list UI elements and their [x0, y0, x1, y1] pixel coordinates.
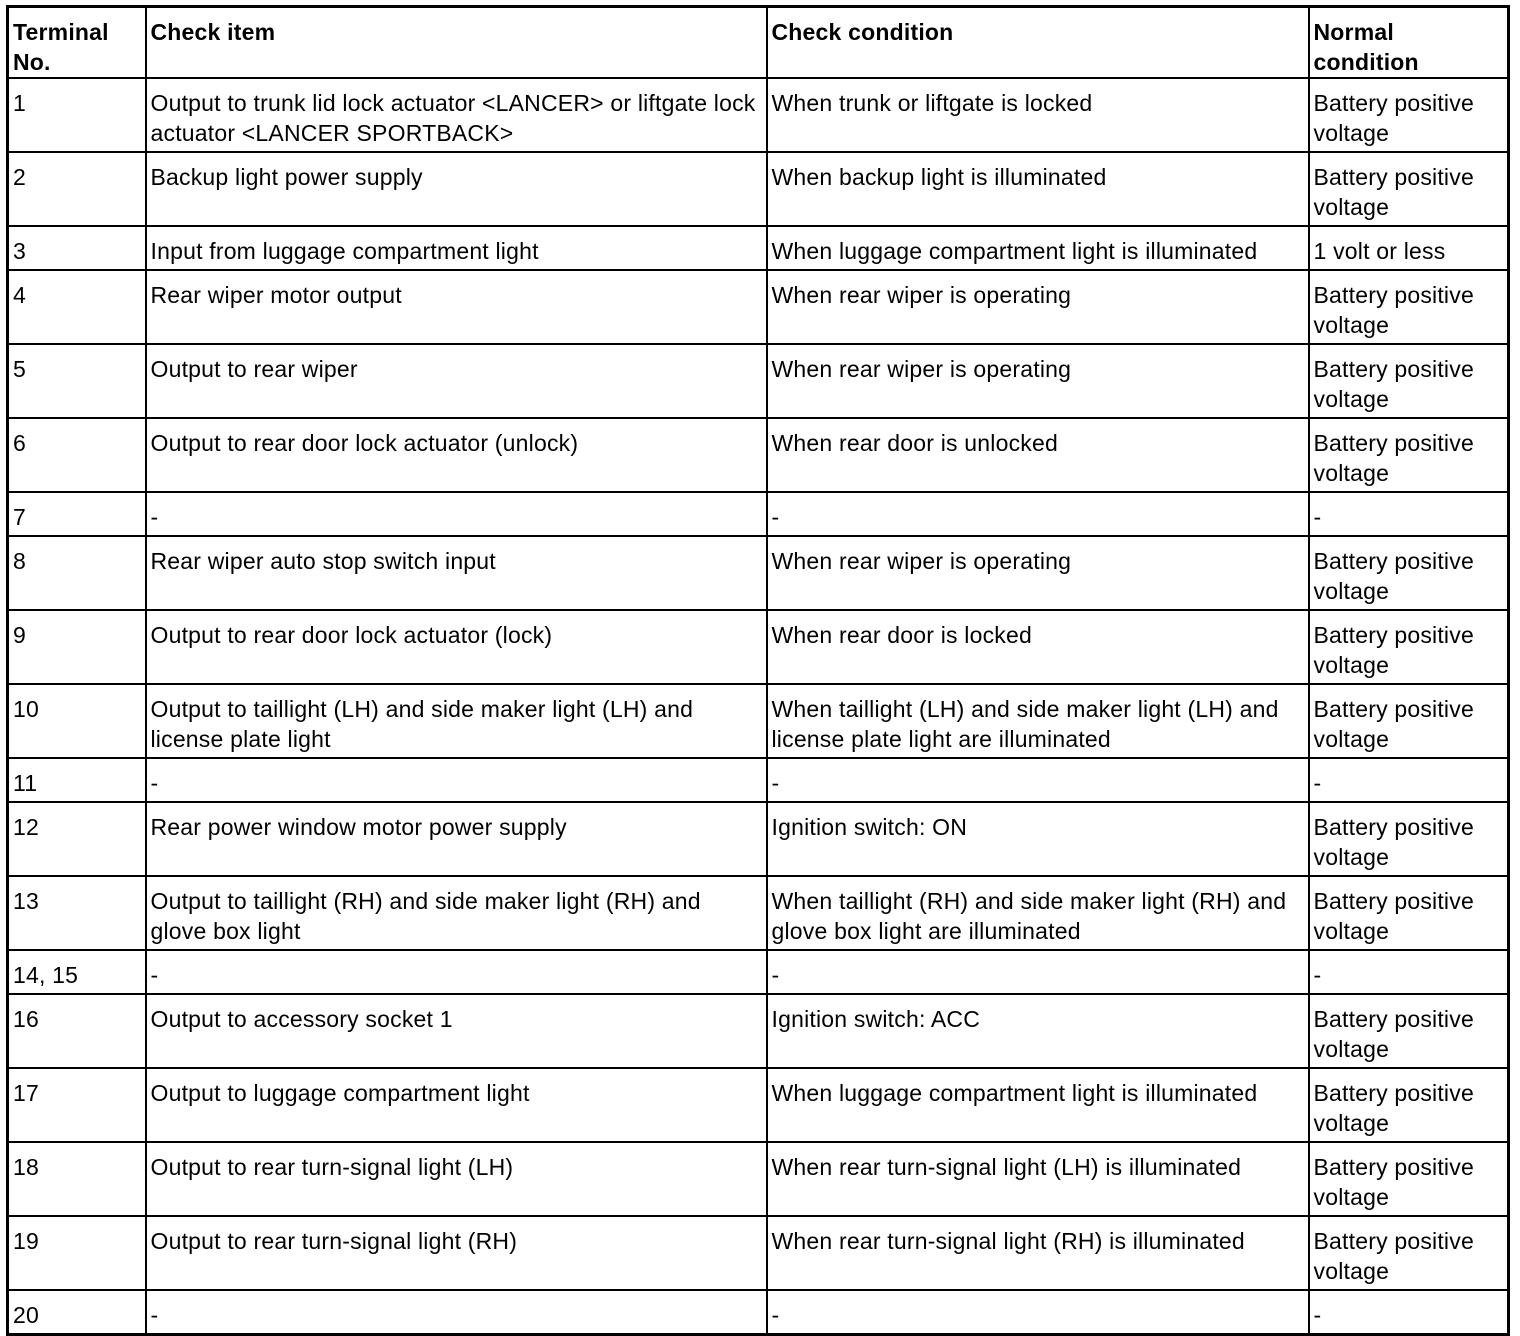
- cell-terminal: 7: [8, 492, 146, 536]
- table-row: [8, 1142, 1509, 1216]
- cell-check-item: Rear wiper auto stop switch input: [146, 536, 767, 610]
- cell-normal-condition: Battery positive voltage: [1309, 994, 1509, 1068]
- table-row: [8, 1290, 1509, 1335]
- cell-check-item: -: [146, 492, 767, 536]
- cell-check-item: -: [146, 950, 767, 994]
- table-row: [8, 1216, 1509, 1290]
- cell-normal-condition: Battery positive voltage: [1309, 78, 1509, 152]
- table-row: [8, 950, 1509, 994]
- cell-check-condition: -: [767, 492, 1309, 536]
- cell-terminal: 3: [8, 226, 146, 270]
- cell-terminal: 16: [8, 994, 146, 1068]
- cell-check-item: -: [146, 1290, 767, 1335]
- cell-terminal: 18: [8, 1142, 146, 1216]
- cell-check-item: Output to rear turn-signal light (LH): [146, 1142, 767, 1216]
- cell-check-condition: -: [767, 950, 1309, 994]
- cell-normal-condition: Battery positive voltage: [1309, 270, 1509, 344]
- cell-normal-condition: -: [1309, 1290, 1509, 1335]
- cell-normal-condition: Battery positive voltage: [1309, 418, 1509, 492]
- cell-check-condition: When rear wiper is operating: [767, 536, 1309, 610]
- cell-terminal: 13: [8, 876, 146, 950]
- table-row: [8, 802, 1509, 876]
- cell-normal-condition: -: [1309, 950, 1509, 994]
- cell-terminal: 20: [8, 1290, 146, 1335]
- table-row: [8, 610, 1509, 684]
- cell-terminal: 19: [8, 1216, 146, 1290]
- cell-normal-condition: Battery positive voltage: [1309, 1068, 1509, 1142]
- cell-normal-condition: Battery positive voltage: [1309, 876, 1509, 950]
- cell-check-item: Rear wiper motor output: [146, 270, 767, 344]
- cell-normal-condition: 1 volt or less: [1309, 226, 1509, 270]
- table-row: [8, 994, 1509, 1068]
- cell-check-item: Output to trunk lid lock actuator <LANCER> or liftgate lock actuator <LANCER SPORTBACK>: [146, 78, 767, 152]
- cell-check-item: -: [146, 758, 767, 802]
- cell-check-condition: When rear turn-signal light (RH) is illuminated: [767, 1216, 1309, 1290]
- cell-check-condition: Ignition switch: ON: [767, 802, 1309, 876]
- cell-check-item: Backup light power supply: [146, 152, 767, 226]
- cell-normal-condition: Battery positive voltage: [1309, 684, 1509, 758]
- cell-terminal: 12: [8, 802, 146, 876]
- cell-check-condition: When rear wiper is operating: [767, 344, 1309, 418]
- cell-check-condition: When trunk or liftgate is locked: [767, 78, 1309, 152]
- cell-normal-condition: Battery positive voltage: [1309, 1216, 1509, 1290]
- table-row: [8, 78, 1509, 152]
- cell-normal-condition: Battery positive voltage: [1309, 610, 1509, 684]
- cell-check-condition: When backup light is illuminated: [767, 152, 1309, 226]
- table-header-row: [8, 7, 1509, 79]
- table-row: [8, 758, 1509, 802]
- cell-check-item: Output to rear door lock actuator (unlock): [146, 418, 767, 492]
- cell-terminal: 17: [8, 1068, 146, 1142]
- cell-normal-condition: Battery positive voltage: [1309, 802, 1509, 876]
- header-terminal-no: Terminal No.: [8, 7, 146, 79]
- cell-terminal: 6: [8, 418, 146, 492]
- cell-terminal: 14, 15: [8, 950, 146, 994]
- cell-check-item: Rear power window motor power supply: [146, 802, 767, 876]
- cell-normal-condition: -: [1309, 492, 1509, 536]
- cell-check-item: Output to luggage compartment light: [146, 1068, 767, 1142]
- cell-check-condition: When rear wiper is operating: [767, 270, 1309, 344]
- header-normal-condition: Normal condition: [1309, 7, 1509, 79]
- cell-check-condition: When luggage compartment light is illuminated: [767, 226, 1309, 270]
- cell-check-item: Output to rear door lock actuator (lock): [146, 610, 767, 684]
- cell-terminal: 5: [8, 344, 146, 418]
- cell-check-condition: When rear door is unlocked: [767, 418, 1309, 492]
- table-row: [8, 876, 1509, 950]
- terminal-check-table: [6, 5, 1510, 1336]
- cell-check-item: Output to taillight (RH) and side maker light (RH) and glove box light: [146, 876, 767, 950]
- cell-check-condition: When taillight (LH) and side maker light (LH) and license plate light are illuminated: [767, 684, 1309, 758]
- cell-terminal: 4: [8, 270, 146, 344]
- terminal-check-sheet: [6, 5, 1507, 1328]
- cell-normal-condition: Battery positive voltage: [1309, 152, 1509, 226]
- table-row: [8, 344, 1509, 418]
- table-row: [8, 684, 1509, 758]
- table-row: [8, 270, 1509, 344]
- cell-terminal: 8: [8, 536, 146, 610]
- cell-terminal: 9: [8, 610, 146, 684]
- cell-check-item: Output to rear wiper: [146, 344, 767, 418]
- cell-check-item: Output to rear turn-signal light (RH): [146, 1216, 767, 1290]
- cell-check-item: Output to taillight (LH) and side maker light (LH) and license plate light: [146, 684, 767, 758]
- cell-check-condition: When luggage compartment light is illuminated: [767, 1068, 1309, 1142]
- cell-terminal: 1: [8, 78, 146, 152]
- header-check-condition: Check condition: [767, 7, 1309, 79]
- cell-terminal: 11: [8, 758, 146, 802]
- cell-check-condition: When rear turn-signal light (LH) is illuminated: [767, 1142, 1309, 1216]
- cell-normal-condition: Battery positive voltage: [1309, 1142, 1509, 1216]
- cell-check-condition: -: [767, 1290, 1309, 1335]
- header-check-item: Check item: [146, 7, 767, 79]
- table-row: [8, 492, 1509, 536]
- table-row: [8, 226, 1509, 270]
- cell-check-item: Output to accessory socket 1: [146, 994, 767, 1068]
- cell-check-condition: When taillight (RH) and side maker light (RH) and glove box light are illuminated: [767, 876, 1309, 950]
- cell-check-condition: When rear door is locked: [767, 610, 1309, 684]
- cell-check-item: Input from luggage compartment light: [146, 226, 767, 270]
- table-row: [8, 536, 1509, 610]
- cell-normal-condition: Battery positive voltage: [1309, 344, 1509, 418]
- cell-normal-condition: Battery positive voltage: [1309, 536, 1509, 610]
- cell-terminal: 2: [8, 152, 146, 226]
- cell-check-condition: Ignition switch: ACC: [767, 994, 1309, 1068]
- cell-normal-condition: -: [1309, 758, 1509, 802]
- table-row: [8, 152, 1509, 226]
- table-row: [8, 418, 1509, 492]
- cell-terminal: 10: [8, 684, 146, 758]
- cell-check-condition: -: [767, 758, 1309, 802]
- table-row: [8, 1068, 1509, 1142]
